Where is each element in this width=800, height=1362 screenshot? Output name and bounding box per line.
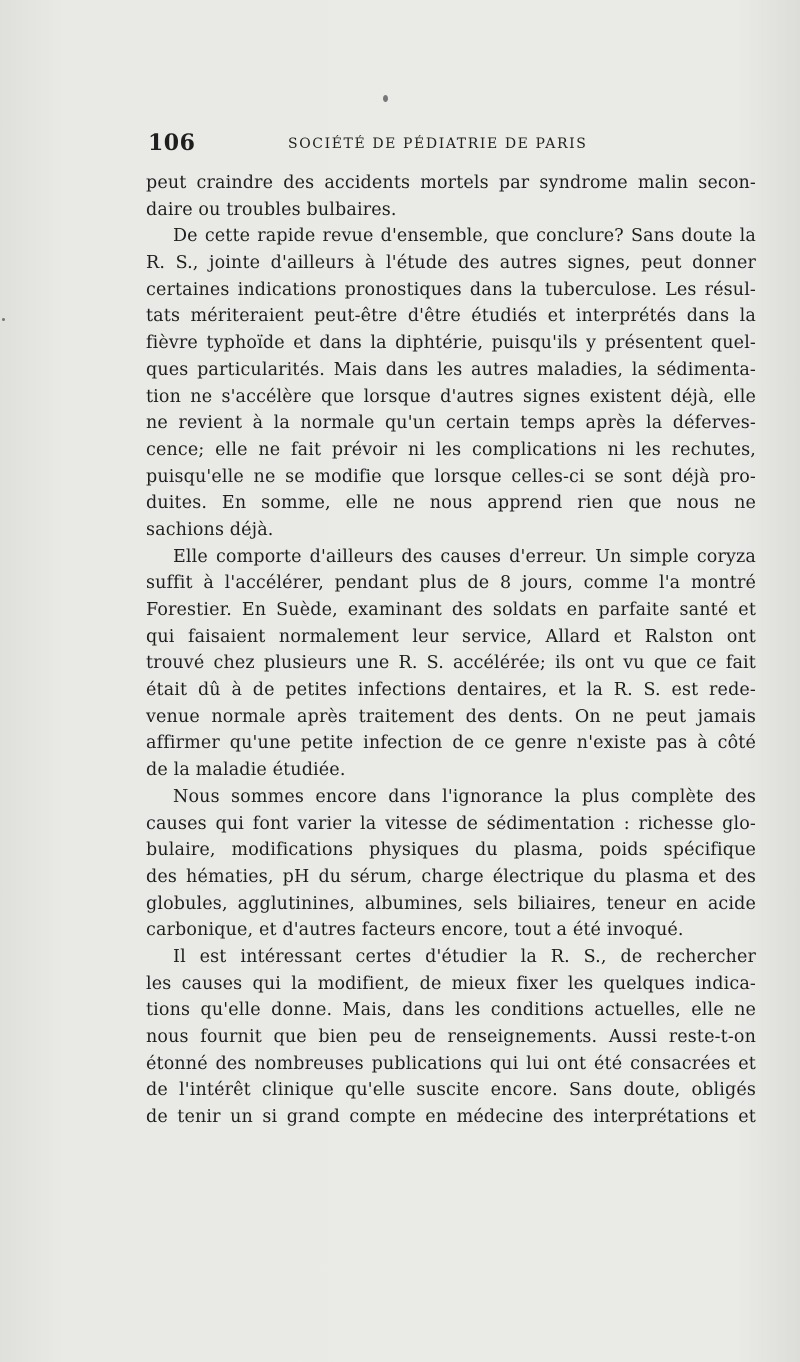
text-line: ne revient à la normale qu'un certain temps après la déferves- xyxy=(146,413,756,434)
text-line: De cette rapide revue d'ensemble, que conclure? Sans doute la xyxy=(173,226,756,247)
text-line: tion ne s'accélère que lorsque d'autres signes existent déjà, elle xyxy=(146,386,756,407)
text-line: suffit à l'accélérer, pendant plus de 8 jours, comme l'a montré xyxy=(146,573,756,594)
text-line: bulaire, modifications physiques du plasma, poids spécifique xyxy=(146,840,756,861)
page-header xyxy=(148,130,756,160)
text-line: les causes qui la modifient, de mieux fixer les quelques indica- xyxy=(146,973,756,994)
text-line: R. S., jointe d'ailleurs à l'étude des autres signes, peut donner xyxy=(146,253,756,274)
text-line: Elle comporte d'ailleurs des causes d'erreur. Un simple coryza xyxy=(173,546,756,567)
text-line: de la maladie étudiée. xyxy=(146,760,346,781)
text-line: étonné des nombreuses publications qui lui ont été consacrées et xyxy=(146,1053,756,1074)
text-line: puisqu'elle ne se modifie que lorsque celles-ci se sont déjà pro- xyxy=(146,466,756,487)
text-line: cence; elle ne fait prévoir ni les complications ni les rechutes, xyxy=(146,439,756,460)
text-line: des hématies, pH du sérum, charge électrique du plasma et des xyxy=(146,866,756,887)
running-head: SOCIÉTÉ DE PÉDIATRIE DE PARIS xyxy=(288,136,588,152)
text-line: globules, agglutinines, albumines, sels biliaires, teneur en acide xyxy=(146,893,756,914)
text-line: Il est intéressant certes d'étudier la R. S., de rechercher xyxy=(173,946,756,967)
text-line: duites. En somme, elle ne nous apprend rien que nous ne xyxy=(146,493,756,514)
text-line: de l'intérêt clinique qu'elle suscite encore. Sans doute, obligés xyxy=(146,1080,756,1101)
text-line: Forestier. En Suède, examinant des soldats en parfaite santé et xyxy=(146,600,756,620)
text-line: tats mériteraient peut-être d'être étudiés et interprétés dans la xyxy=(146,306,756,327)
text-line: trouvé chez plusieurs une R. S. accélérée; ils ont vu que ce fait xyxy=(146,653,756,674)
scan-speck xyxy=(383,95,388,102)
text-line: Nous sommes encore dans l'ignorance la plus complète des xyxy=(173,786,756,807)
text-line: de tenir un si grand compte en médecine des interprétations et xyxy=(146,1107,756,1128)
text-line: nous fournit que bien peu de renseignements. Aussi reste-t-on xyxy=(146,1027,756,1047)
text-line: daire ou troubles bulbaires. xyxy=(146,199,397,220)
body-text xyxy=(146,170,756,1131)
text-line: sachions déjà. xyxy=(146,519,274,540)
page-number: 106 xyxy=(148,130,196,156)
text-line: affirmer qu'une petite infection de ce genre n'existe pas à côté xyxy=(146,733,756,754)
text-line: carbonique, et d'autres facteurs encore, tout a été invoqué. xyxy=(146,920,684,941)
scan-speck xyxy=(2,318,5,321)
text-line: ques particularités. Mais dans les autres maladies, la sédimenta- xyxy=(146,359,756,380)
text-line: tions qu'elle donne. Mais, dans les conditions actuelles, elle ne xyxy=(146,1000,756,1021)
text-line: peut craindre des accidents mortels par syndrome malin secon- xyxy=(146,173,756,193)
text-line: certaines indications pronostiques dans la tuberculose. Les résul- xyxy=(146,279,756,300)
text-line: venue normale après traitement des dents. On ne peut jamais xyxy=(146,706,756,727)
text-line: fièvre typhoïde et dans la diphtérie, puisqu'ils y présentent quel- xyxy=(146,333,756,354)
text-line: qui faisaient normalement leur service, Allard et Ralston ont xyxy=(146,626,756,647)
text-line: causes qui font varier la vitesse de sédimentation : richesse glo- xyxy=(146,813,756,834)
text-line: était dû à de petites infections dentaires, et la R. S. est rede- xyxy=(146,680,756,701)
